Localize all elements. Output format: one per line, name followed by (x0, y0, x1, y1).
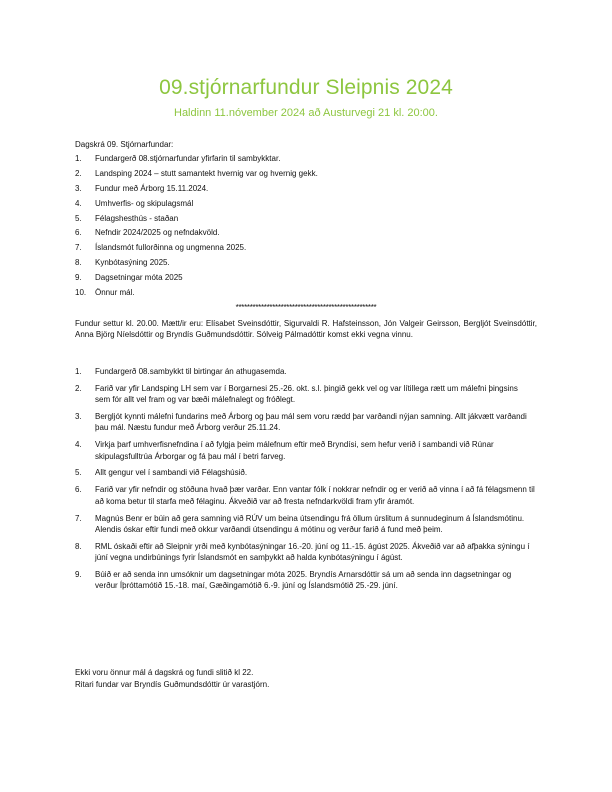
agenda-item-text: Félagshesthús - staðan (95, 213, 179, 223)
agenda-item-text: Fundargerð 08.stjórnarfundar yfirfarin til sambykktar. (95, 154, 281, 163)
agenda-heading: Dagskrá 09. Stjórnarfundar: (75, 140, 174, 149)
agenda-item-text: Nefndir 2024/2025 og nefndakvöld. (95, 228, 220, 238)
minutes-item-text: Fundargerð 08.sambykkt til birtingar án athugasemda. (95, 367, 287, 376)
minutes-item-text: Búið er að senda inn umsóknir um dagsetningar móta 2025. Bryndís Arnarsdóttir sá um að senda inn dagsetningar og verður Íþróttamótið 15.-18. maí, Gæðingamótið 6.-9. júní og Íslandsmótið 25.-29. júní. (95, 569, 512, 591)
agenda-item-text: Önnur mál. (95, 288, 135, 298)
agenda-item (75, 227, 545, 242)
closing-line: Ekki voru önnur mál á dagskrá og fundi slitið kl 22. (75, 668, 254, 677)
minutes-item-number: 2. (75, 383, 82, 393)
agenda-item-number: 1. (75, 154, 82, 163)
agenda-item (75, 213, 545, 228)
agenda-item-text: Íslandsmót fullorðinna og ungmenna 2025. (95, 243, 247, 253)
agenda-list (75, 153, 545, 302)
minutes-item-number: 3. (75, 412, 82, 422)
agenda-item (75, 183, 545, 198)
minutes-item (75, 439, 545, 462)
agenda-item-number: 7. (75, 243, 82, 253)
agenda-item-text: Fundur með Árborg 15.11.2024. (95, 183, 209, 193)
minutes-item (75, 366, 545, 377)
minutes-item-number: 6. (75, 485, 82, 495)
agenda-item-text: Landsping 2024 – stutt samantekt hvernig var og hvernig gekk. (95, 168, 318, 178)
agenda-item-number: 4. (75, 198, 82, 208)
agenda-item (75, 257, 545, 272)
minutes-item-number: 4. (75, 440, 82, 450)
minutes-item (75, 484, 545, 507)
agenda-item-number: 5. (75, 213, 82, 223)
minutes-item (75, 569, 545, 592)
minutes-list (75, 366, 545, 597)
agenda-item-text: Kynbótasýning 2025. (95, 258, 170, 268)
minutes-item-text: Farið var yfir Landsping LH sem var í Borgarnesi 25.-26. okt. s.l. þingið gekk vel og var lítillega rætt um málefni þingsins sem fór allt vel fram og var bæði málefnalegt og fróðlegt. (95, 383, 518, 405)
minutes-item (75, 541, 545, 564)
agenda-item (75, 198, 545, 213)
agenda-item (75, 242, 545, 257)
attendance-paragraph: Fundur settur kl. 20.00. Mætt/ir eru: Elísabet Sveinsdóttir, Sigurvaldi R. Hafsteinsson, Jón Valgeir Geirsson, Bergljót Sveinsdóttir, Anna Björg Níelsdóttir og Bryndís Guðmundsdóttir. Sólveig Pálmadóttir komst ekki vegna vinnu. (75, 319, 537, 340)
agenda-item (75, 153, 545, 168)
minutes-item-text: Allt gengur vel í sambandi við Félagshúsið. (95, 468, 248, 478)
minutes-item-number: 9. (75, 569, 82, 579)
minutes-item-text: RML óskaði eftir að Sleipnir yrði með kynbótasýningar 16.-20. júní og 11.-15. ágúst 2025. Ákveðið var að afþakka sýningu í júní vegna undirbúnings fyrir Íslandsmót en samþykkt að halda kynbótasýningu í ágúst. (95, 541, 530, 563)
closing-notes (75, 667, 269, 690)
agenda-item-number: 10. (75, 288, 87, 298)
agenda-item-number: 6. (75, 228, 82, 238)
agenda-item-text: Umhverfis- og skipulagsmál (95, 198, 194, 208)
agenda-item-number: 8. (75, 258, 82, 268)
minutes-item-text: Magnús Benr er búin að gera samning við RÚV um beina útsendingu frá öllum úrslitum á sunnudeginum á Íslandsmótinu. Alendis óskar eftir fundi með okkur varðandi útsendingu á mótinu og verður farið á fund með þeim. (95, 513, 525, 534)
minutes-item-number: 7. (75, 513, 82, 523)
agenda-item (75, 287, 545, 302)
minutes-item-number: 5. (75, 468, 82, 478)
agenda-item-number: 9. (75, 273, 82, 283)
minutes-item-text: Bergljót kynnti málefni fundarins með Árborg og þau mál sem voru rædd þar varðandi nýjan samning. Allt jákvætt varðandi þau mál. Næstu fundur með Árborg verður 25.11.24. (95, 412, 527, 433)
agenda-item-number: 2. (75, 168, 82, 178)
section-divider: ************************************************** (235, 303, 377, 312)
secretary-line: Ritari fundar var Bryndís Guðmundsdóttir úr varastjórn. (75, 679, 270, 689)
document-title: 09.stjórnarfundur Sleipnis 2024 (159, 76, 453, 99)
document-subtitle: Haldinn 11.nóvember 2024 að Austurvegi 21 kl. 20:00. (174, 107, 438, 119)
agenda-item-text: Dagsetningar móta 2025 (95, 273, 183, 283)
minutes-item (75, 467, 545, 478)
agenda-item (75, 272, 545, 287)
agenda-item-number: 3. (75, 183, 82, 193)
minutes-item-text: Virkja þarf umhverfisnefndina í að fylgja þeim málefnum eftir með Bryndísi, sem hefur verið í sambandi við Rúnar skipulagsfulltrúa Árborgar og fá þau mál í betri farveg. (95, 440, 494, 461)
minutes-item-number: 1. (75, 367, 82, 376)
agenda-item (75, 168, 545, 183)
minutes-item-text: Farið var yfir nefndir og stöðuna hvað þær varðar. Enn vantar fólk í nokkrar nefndir og er verið að vinna í að fá félagsmenn til að koma betur til starfa með félaginu. Ákveðið var að fresta nefndarkvöldi fram yfir áramót. (95, 485, 535, 506)
minutes-item (75, 411, 545, 434)
minutes-item (75, 513, 545, 536)
minutes-item-number: 8. (75, 541, 82, 551)
minutes-item (75, 383, 545, 406)
